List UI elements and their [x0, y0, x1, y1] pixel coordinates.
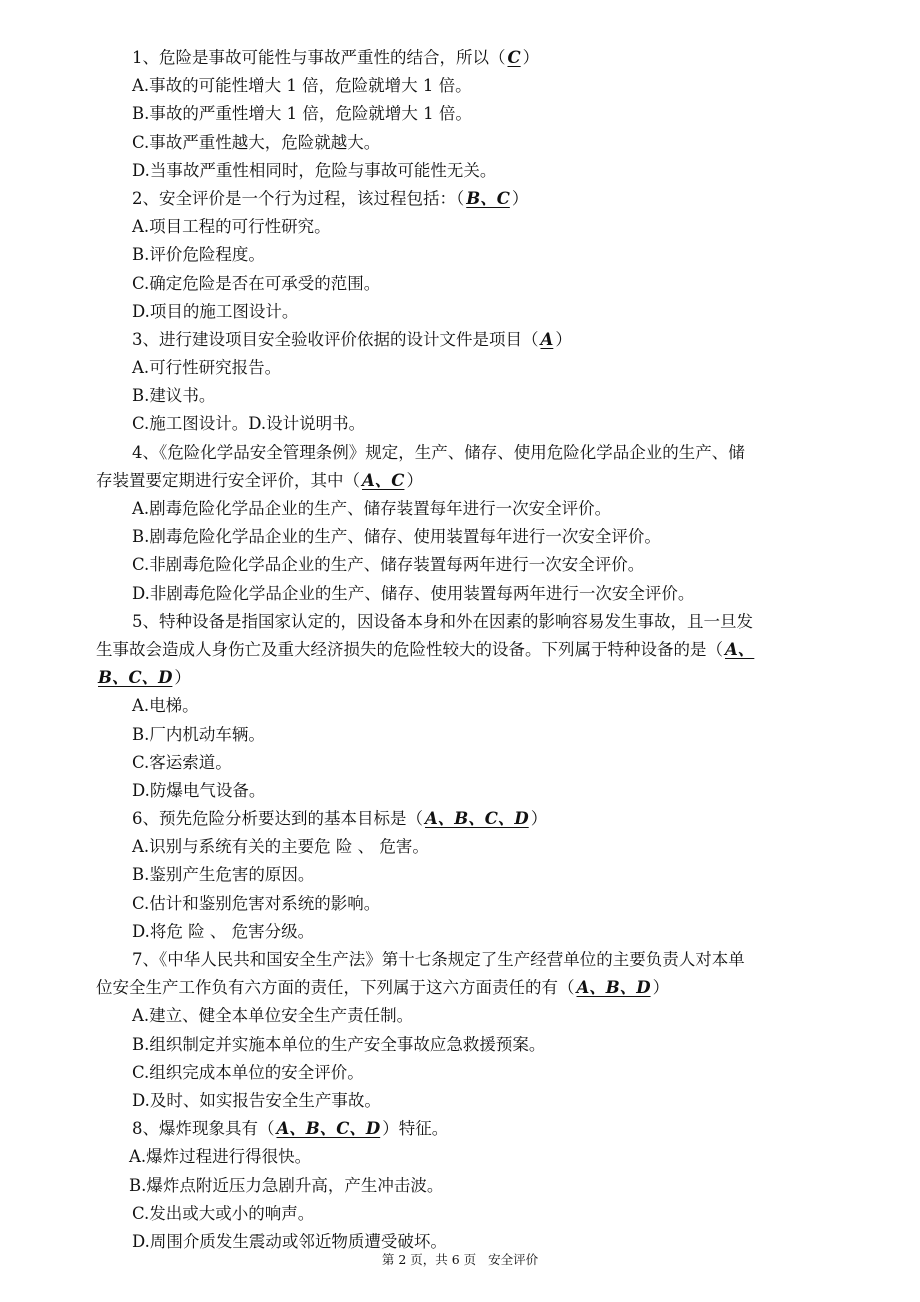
option-d: D.周围介质发生震动或邻近物质遭受破坏。: [132, 1231, 447, 1251]
answer-mark: A、B、C、D: [276, 1119, 381, 1139]
option-c-d: C.施工图设计。D.设计说明书。: [132, 414, 366, 434]
option-b: B.鉴别产生危害的原因。: [132, 865, 315, 885]
option-d: D.将危 险 、 危害分级。: [132, 921, 315, 941]
option-b: B.剧毒危险化学品企业的生产、储存、使用装置每年进行一次安全评价。: [132, 527, 661, 547]
option-c: C.非剧毒危险化学品企业的生产、储存装置每两年进行一次安全评价。: [132, 555, 645, 575]
option-a: A.可行性研究报告。: [132, 358, 282, 378]
question-text: 位安全生产工作负有六方面的责任，下列属于这六方面责任的有（: [96, 978, 575, 998]
question-2-stem: [96, 185, 830, 213]
option-b: B.组织制定并实施本单位的生产安全事故应急救援预案。: [132, 1034, 546, 1054]
option-d: D.项目的施工图设计。: [132, 301, 299, 321]
option-c: C.组织完成本单位的安全评价。: [132, 1062, 364, 1082]
option-a: A.项目工程的可行性研究。: [132, 217, 331, 237]
question-6-stem: [96, 805, 830, 833]
page-footer: [0, 1250, 920, 1268]
answer-mark: A、B、D: [576, 978, 651, 998]
question-close: ）: [652, 978, 670, 998]
answer-mark: C: [507, 48, 521, 67]
option-c: C.确定危险是否在可承受的范围。: [132, 273, 381, 293]
answer-mark: B、C、D: [98, 668, 173, 688]
question-4-stem-cont: [96, 467, 830, 495]
question-3-stem: [96, 326, 830, 354]
option-c: C.发出或大或小的响声。: [132, 1203, 315, 1223]
option-c: C.估计和鉴别危害对系统的影响。: [132, 893, 381, 913]
page-number: 第 2 页，共 6 页: [381, 1252, 477, 1267]
option-b: B.建议书。: [132, 386, 216, 406]
option-a: A.事故的可能性增大 1 倍，危险就增大 1 倍。: [132, 76, 472, 96]
question-text: 生事故会造成人身伤亡及重大经济损失的危险性较大的设备。下列属于特种设备的是（: [96, 639, 723, 659]
option-a: A.剧毒危险化学品企业的生产、储存装置每年进行一次安全评价。: [132, 499, 612, 518]
answer-mark: A、: [725, 639, 755, 659]
option-b: B.评价危险程度。: [132, 245, 265, 265]
option-d: D.防爆电气设备。: [132, 780, 266, 800]
question-text: 2、安全评价是一个行为过程，该过程包括：（: [132, 188, 465, 208]
question-text: 3、进行建设项目安全验收评价依据的设计文件是项目（: [132, 329, 539, 349]
question-close: ）: [406, 470, 423, 490]
question-5-answer-cont: [96, 664, 830, 692]
option-c: C.客运索道。: [132, 752, 232, 772]
answer-mark: A: [540, 329, 554, 349]
question-text: 8、爆炸现象具有（: [132, 1119, 275, 1139]
question-list: [96, 44, 830, 1256]
option-d: D.及时、如实报告安全生产事故。: [132, 1090, 381, 1110]
question-close: ）: [174, 668, 191, 688]
option-a: A.建立、健全本单位安全生产责任制。: [132, 1006, 414, 1026]
question-8-stem: [96, 1115, 830, 1143]
option-a: A.爆炸过程进行得很快。: [129, 1147, 312, 1167]
question-close: ）: [511, 188, 529, 208]
document-title: 安全评价: [488, 1252, 539, 1267]
question-4-stem: 4、《危险化学品安全管理条例》规定，生产、储存、使用危险化学品企业的生产、储: [132, 442, 745, 462]
option-d: D.非剧毒危险化学品企业的生产、储存、使用装置每两年进行一次安全评价。: [132, 583, 695, 603]
answer-mark: A、C: [362, 470, 405, 490]
option-b: B.事故的严重性增大 1 倍，危险就增大 1 倍。: [132, 104, 472, 124]
option-b: B.厂内机动车辆。: [132, 724, 265, 744]
option-a: A.电梯。: [132, 696, 199, 716]
question-close: ）特征。: [382, 1119, 449, 1139]
question-7-stem: 7、《中华人民共和国安全生产法》第十七条规定了生产经营单位的主要负责人对本单: [132, 950, 745, 969]
question-7-stem-cont: [96, 974, 830, 1002]
option-c: C.事故严重性越大，危险就越大。: [132, 132, 381, 152]
question-close: ）: [530, 809, 548, 829]
question-close: ）: [522, 48, 540, 67]
option-b: B.爆炸点附近压力急剧升高，产生冲击波。: [129, 1175, 444, 1195]
question-text: 6、预先危险分析要达到的基本目标是（: [132, 809, 423, 829]
option-d: D.当事故严重性相同时，危险与事故可能性无关。: [132, 160, 497, 180]
question-5-stem: 5、特种设备是指国家认定的，因设备本身和外在因素的影响容易发生事故，且一旦发: [132, 611, 753, 631]
answer-mark: B、C: [466, 188, 510, 208]
question-close: ）: [555, 329, 572, 349]
answer-mark: A、B、C、D: [425, 809, 529, 829]
question-5-stem-cont: [96, 636, 830, 664]
question-text: 存装置要定期进行安全评价，其中（: [96, 470, 360, 490]
question-text: 1、危险是事故可能性与事故严重性的结合，所以（: [132, 48, 506, 67]
question-1-stem: [96, 44, 830, 72]
option-a: A.识别与系统有关的主要危 险 、 危害。: [132, 837, 429, 857]
